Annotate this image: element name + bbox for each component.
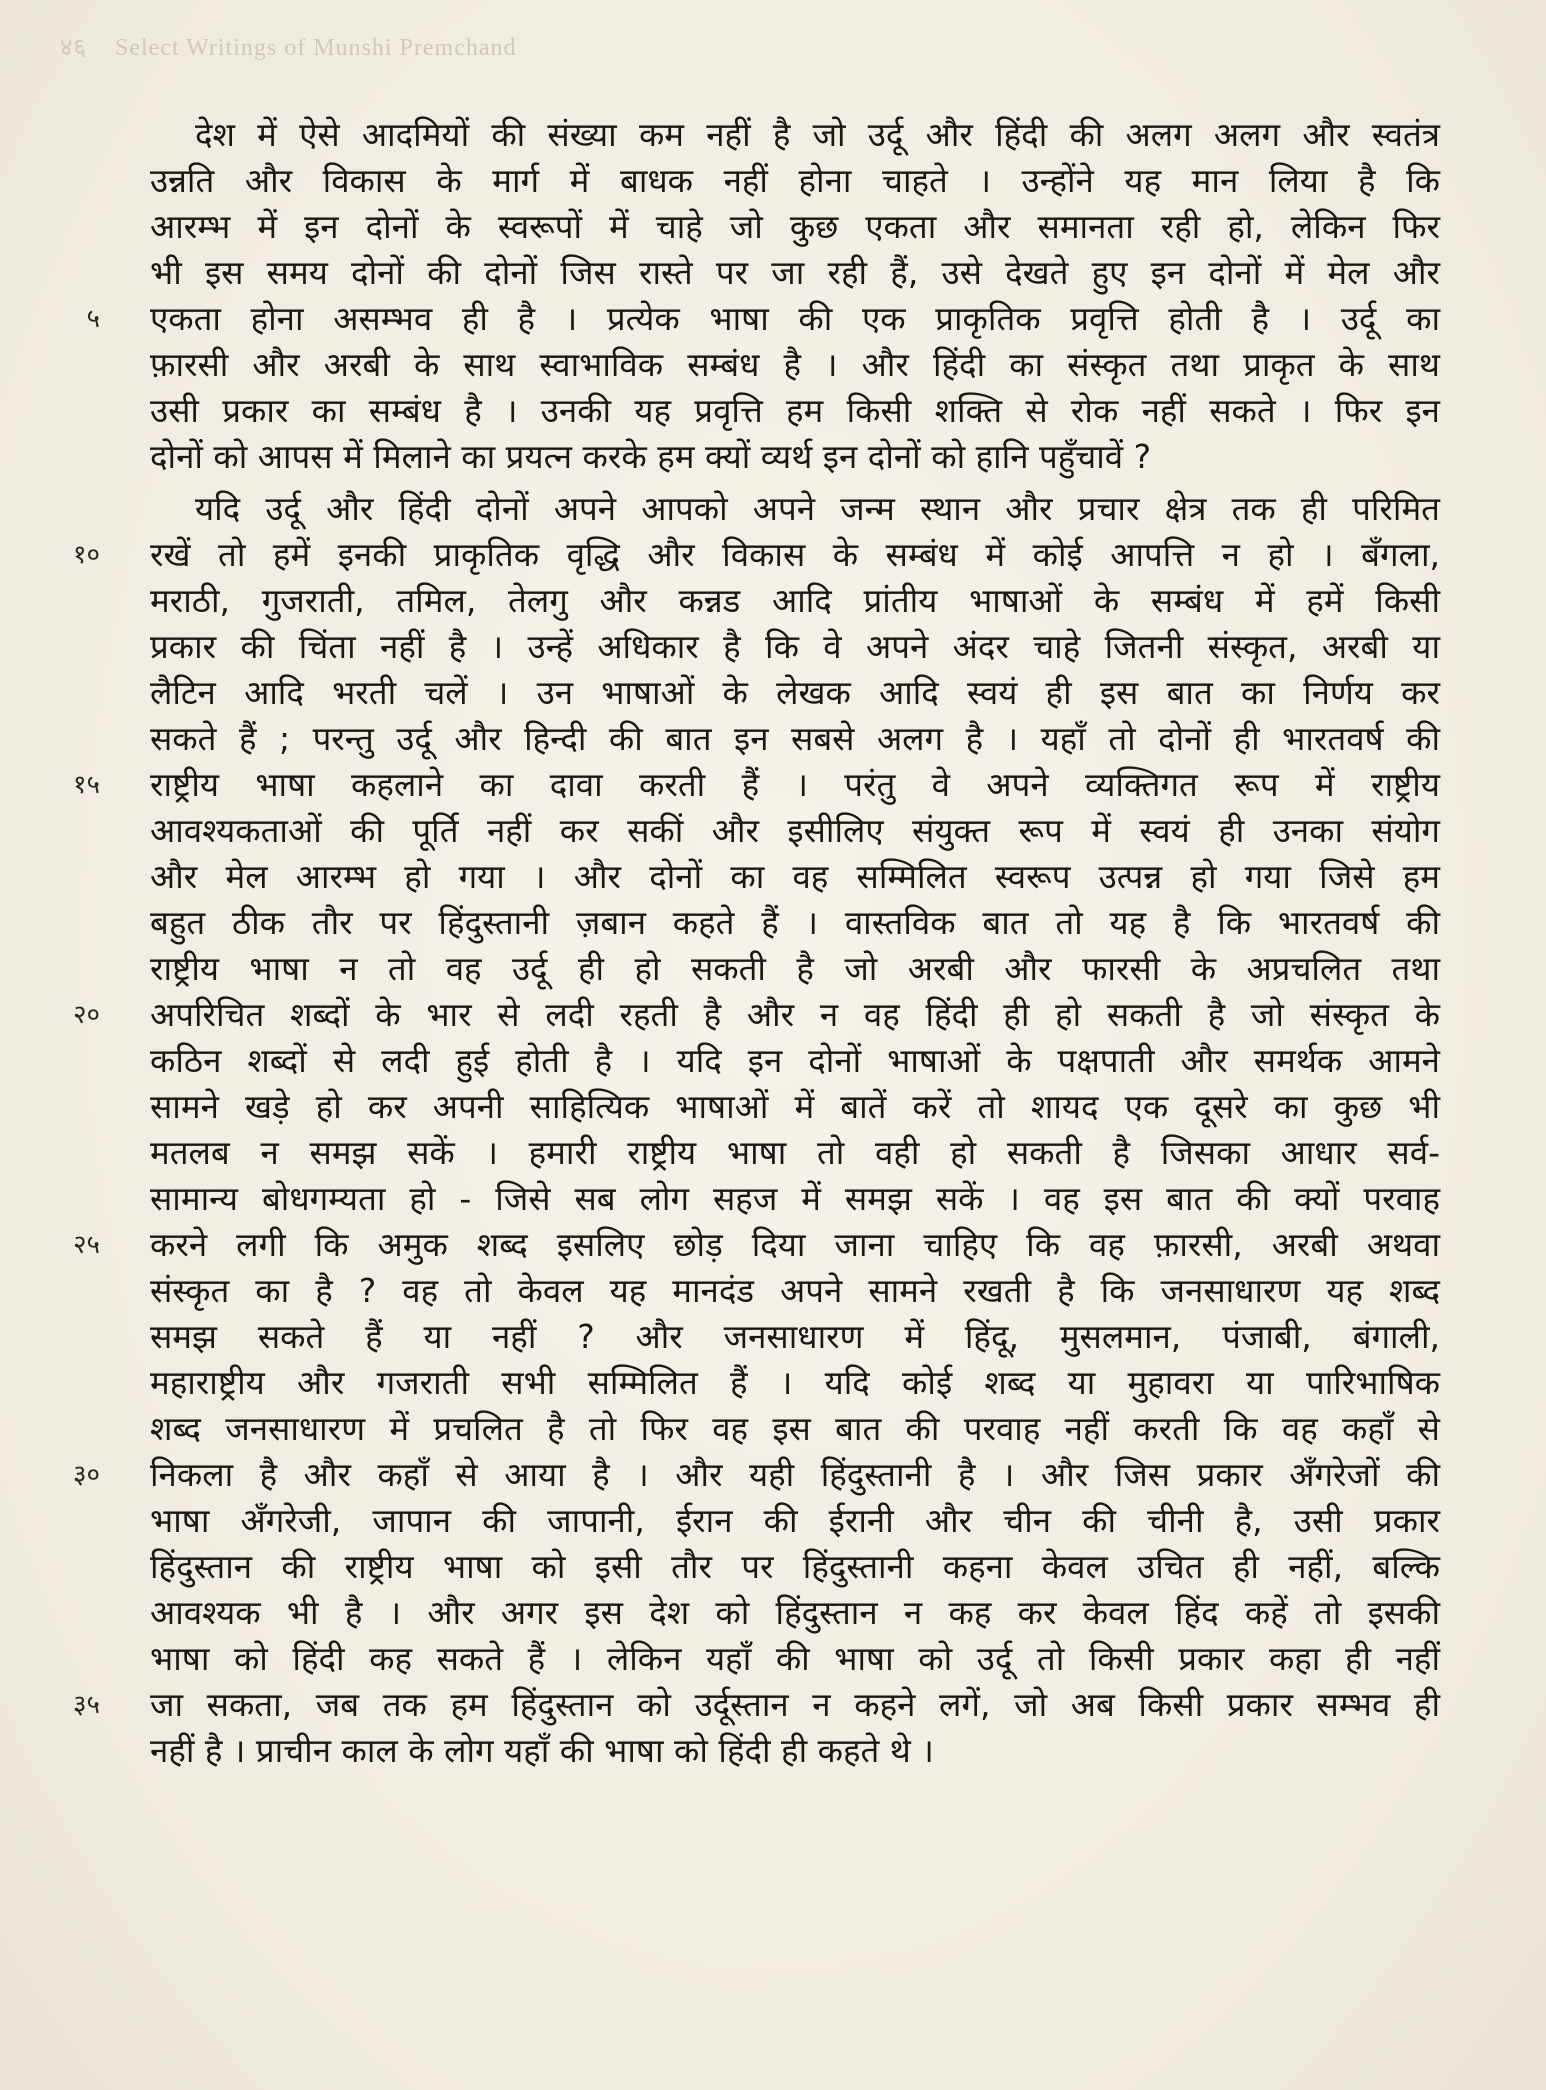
text-line: राष्ट्रीय भाषा न तो वह उर्दू ही हो सकती है जो अरबी और फारसी के अप्रचलित तथा bbox=[150, 949, 1440, 988]
text-line: एकता होना असम्भव ही है । प्रत्येक भाषा की एक प्राकृतिक प्रवृत्ति होती है । उर्दू का bbox=[150, 299, 1440, 338]
text-line: मतलब न समझ सकें । हमारी राष्ट्रीय भाषा तो वही हो सकती है जिसका आधार सर्व- bbox=[150, 1133, 1440, 1172]
text-line: कठिन शब्दों से लदी हुई होती है । यदि इन दोनों भाषाओं के पक्षपाती और समर्थक आमने bbox=[150, 1041, 1440, 1080]
text-line: सामान्य बोधगम्यता हो - जिसे सब लोग सहज में समझ सकें । वह इस बात की क्यों परवाह bbox=[150, 1179, 1440, 1218]
text-line: निकला है और कहाँ से आया है । और यही हिंदुस्तानी है । और जिस प्रकार अँगरेजों की bbox=[150, 1455, 1440, 1494]
text-line: अपरिचित शब्दों के भार से लदी रहती है और न वह हिंदी ही हो सकती है जो संस्कृत के bbox=[150, 995, 1440, 1034]
line-number: ३५ bbox=[72, 1690, 100, 1720]
text-line: सामने खड़े हो कर अपनी साहित्यिक भाषाओं में बातें करें तो शायद एक दूसरे का कुछ भी bbox=[150, 1087, 1440, 1126]
text-line: संस्कृत का है ? वह तो केवल यह मानदंड अपने सामने रखती है कि जनसाधारण यह शब्द bbox=[150, 1271, 1440, 1310]
text-line: और मेल आरम्भ हो गया । और दोनों का वह सम्मिलित स्वरूप उत्पन्न हो गया जिसे हम bbox=[150, 857, 1440, 896]
line-number: १० bbox=[72, 540, 100, 570]
text-line: मराठी, गुजराती, तमिल, तेलगु और कन्नड आदि प्रांतीय भाषाओं के सम्बंध में हमें किसी bbox=[150, 581, 1440, 620]
text-line: समझ सकते हैं या नहीं ? और जनसाधारण में हिंदू, मुसलमान, पंजाबी, बंगाली, bbox=[150, 1317, 1440, 1356]
line-number: २० bbox=[72, 1000, 100, 1030]
text-line: प्रकार की चिंता नहीं है । उन्हें अधिकार है कि वे अपने अंदर चाहे जितनी संस्कृत, अरबी या bbox=[150, 627, 1440, 666]
text-line: आवश्यकताओं की पूर्ति नहीं कर सकीं और इसीलिए संयुक्त रूप में स्वयं ही उनका संयोग bbox=[150, 811, 1440, 850]
text-line: लैटिन आदि भरती चलें । उन भाषाओं के लेखक आदि स्वयं ही इस बात का निर्णय कर bbox=[150, 673, 1440, 712]
text-line: सकते हैं ; परन्तु उर्दू और हिन्दी की बात इन सबसे अलग है । यहाँ तो दोनों ही भारतवर्ष की bbox=[150, 719, 1440, 758]
line-number: १५ bbox=[72, 770, 100, 800]
text-line: भाषा को हिंदी कह सकते हैं । लेकिन यहाँ की भाषा को उर्दू तो किसी प्रकार कहा ही नहीं bbox=[150, 1639, 1440, 1678]
text-line: जा सकता, जब तक हम हिंदुस्तान को उर्दूस्तान न कहने लगें, जो अब किसी प्रकार सम्भव ही bbox=[150, 1685, 1440, 1724]
text-line: शब्द जनसाधारण में प्रचलित है तो फिर वह इस बात की परवाह नहीं करती कि वह कहाँ से bbox=[150, 1409, 1440, 1448]
text-line: फ़ारसी और अरबी के साथ स्वाभाविक सम्बंध है । और हिंदी का संस्कृत तथा प्राकृत के साथ bbox=[150, 345, 1440, 384]
text-line: उन्नति और विकास के मार्ग में बाधक नहीं होना चाहते । उन्होंने यह मान लिया है कि bbox=[150, 161, 1440, 200]
text-line: राष्ट्रीय भाषा कहलाने का दावा करती हैं । परंतु वे अपने व्यक्तिगत रूप में राष्ट्रीय bbox=[150, 765, 1440, 804]
text-line: बहुत ठीक तौर पर हिंदुस्तानी ज़बान कहते हैं । वास्तविक बात तो यह है कि भारतवर्ष की bbox=[150, 903, 1440, 942]
text-line: भी इस समय दोनों की दोनों जिस रास्ते पर जा रही हैं, उसे देखते हुए इन दोनों में मेल और bbox=[150, 253, 1440, 292]
line-number: २५ bbox=[72, 1230, 100, 1260]
text-line: देश में ऐसे आदमियों की संख्या कम नहीं है जो उर्दू और हिंदी की अलग अलग और स्वतंत्र bbox=[195, 115, 1440, 154]
text-line: दोनों को आपस में मिलाने का प्रयत्न करके हम क्यों व्यर्थ इन दोनों को हानि पहुँचावें ? bbox=[150, 437, 1152, 476]
page-number: ४६ bbox=[60, 35, 87, 61]
line-number: ५ bbox=[86, 304, 100, 334]
text-line: भाषा अँगरेजी, जापान की जापानी, ईरान की ईरानी और चीन की चीनी है, उसी प्रकार bbox=[150, 1501, 1440, 1540]
line-number: ३० bbox=[72, 1460, 100, 1490]
text-line: करने लगी कि अमुक शब्द इसलिए छोड़ दिया जाना चाहिए कि वह फ़ारसी, अरबी अथवा bbox=[150, 1225, 1440, 1264]
running-title: Select Writings of Munshi Premchand bbox=[114, 35, 517, 61]
text-line: यदि उर्दू और हिंदी दोनों अपने आपको अपने जन्म स्थान और प्रचार क्षेत्र तक ही परिमित bbox=[195, 489, 1440, 528]
text-line: आरम्भ में इन दोनों के स्वरूपों में चाहे जो कुछ एकता और समानता रही हो, लेकिन फिर bbox=[150, 207, 1440, 246]
text-line: नहीं है । प्राचीन काल के लोग यहाँ की भाषा को हिंदी ही कहते थे । bbox=[150, 1731, 934, 1770]
text-line: उसी प्रकार का सम्बंध है । उनकी यह प्रवृत्ति हम किसी शक्ति से रोक नहीं सकते । फिर इन bbox=[150, 391, 1440, 430]
text-line: हिंदुस्तान की राष्ट्रीय भाषा को इसी तौर पर हिंदुस्तानी कहना केवल उचित ही नहीं, बल्कि bbox=[150, 1547, 1440, 1586]
text-line: महाराष्ट्रीय और गजराती सभी सम्मिलित हैं । यदि कोई शब्द या मुहावरा या पारिभाषिक bbox=[150, 1363, 1440, 1402]
text-line: रखें तो हमें इनकी प्राकृतिक वृद्धि और विकास के सम्बंध में कोई आपत्ति न हो । बँगला, bbox=[150, 535, 1440, 574]
text-line: आवश्यक भी है । और अगर इस देश को हिंदुस्तान न कह कर केवल हिंद कहें तो इसकी bbox=[150, 1593, 1440, 1632]
